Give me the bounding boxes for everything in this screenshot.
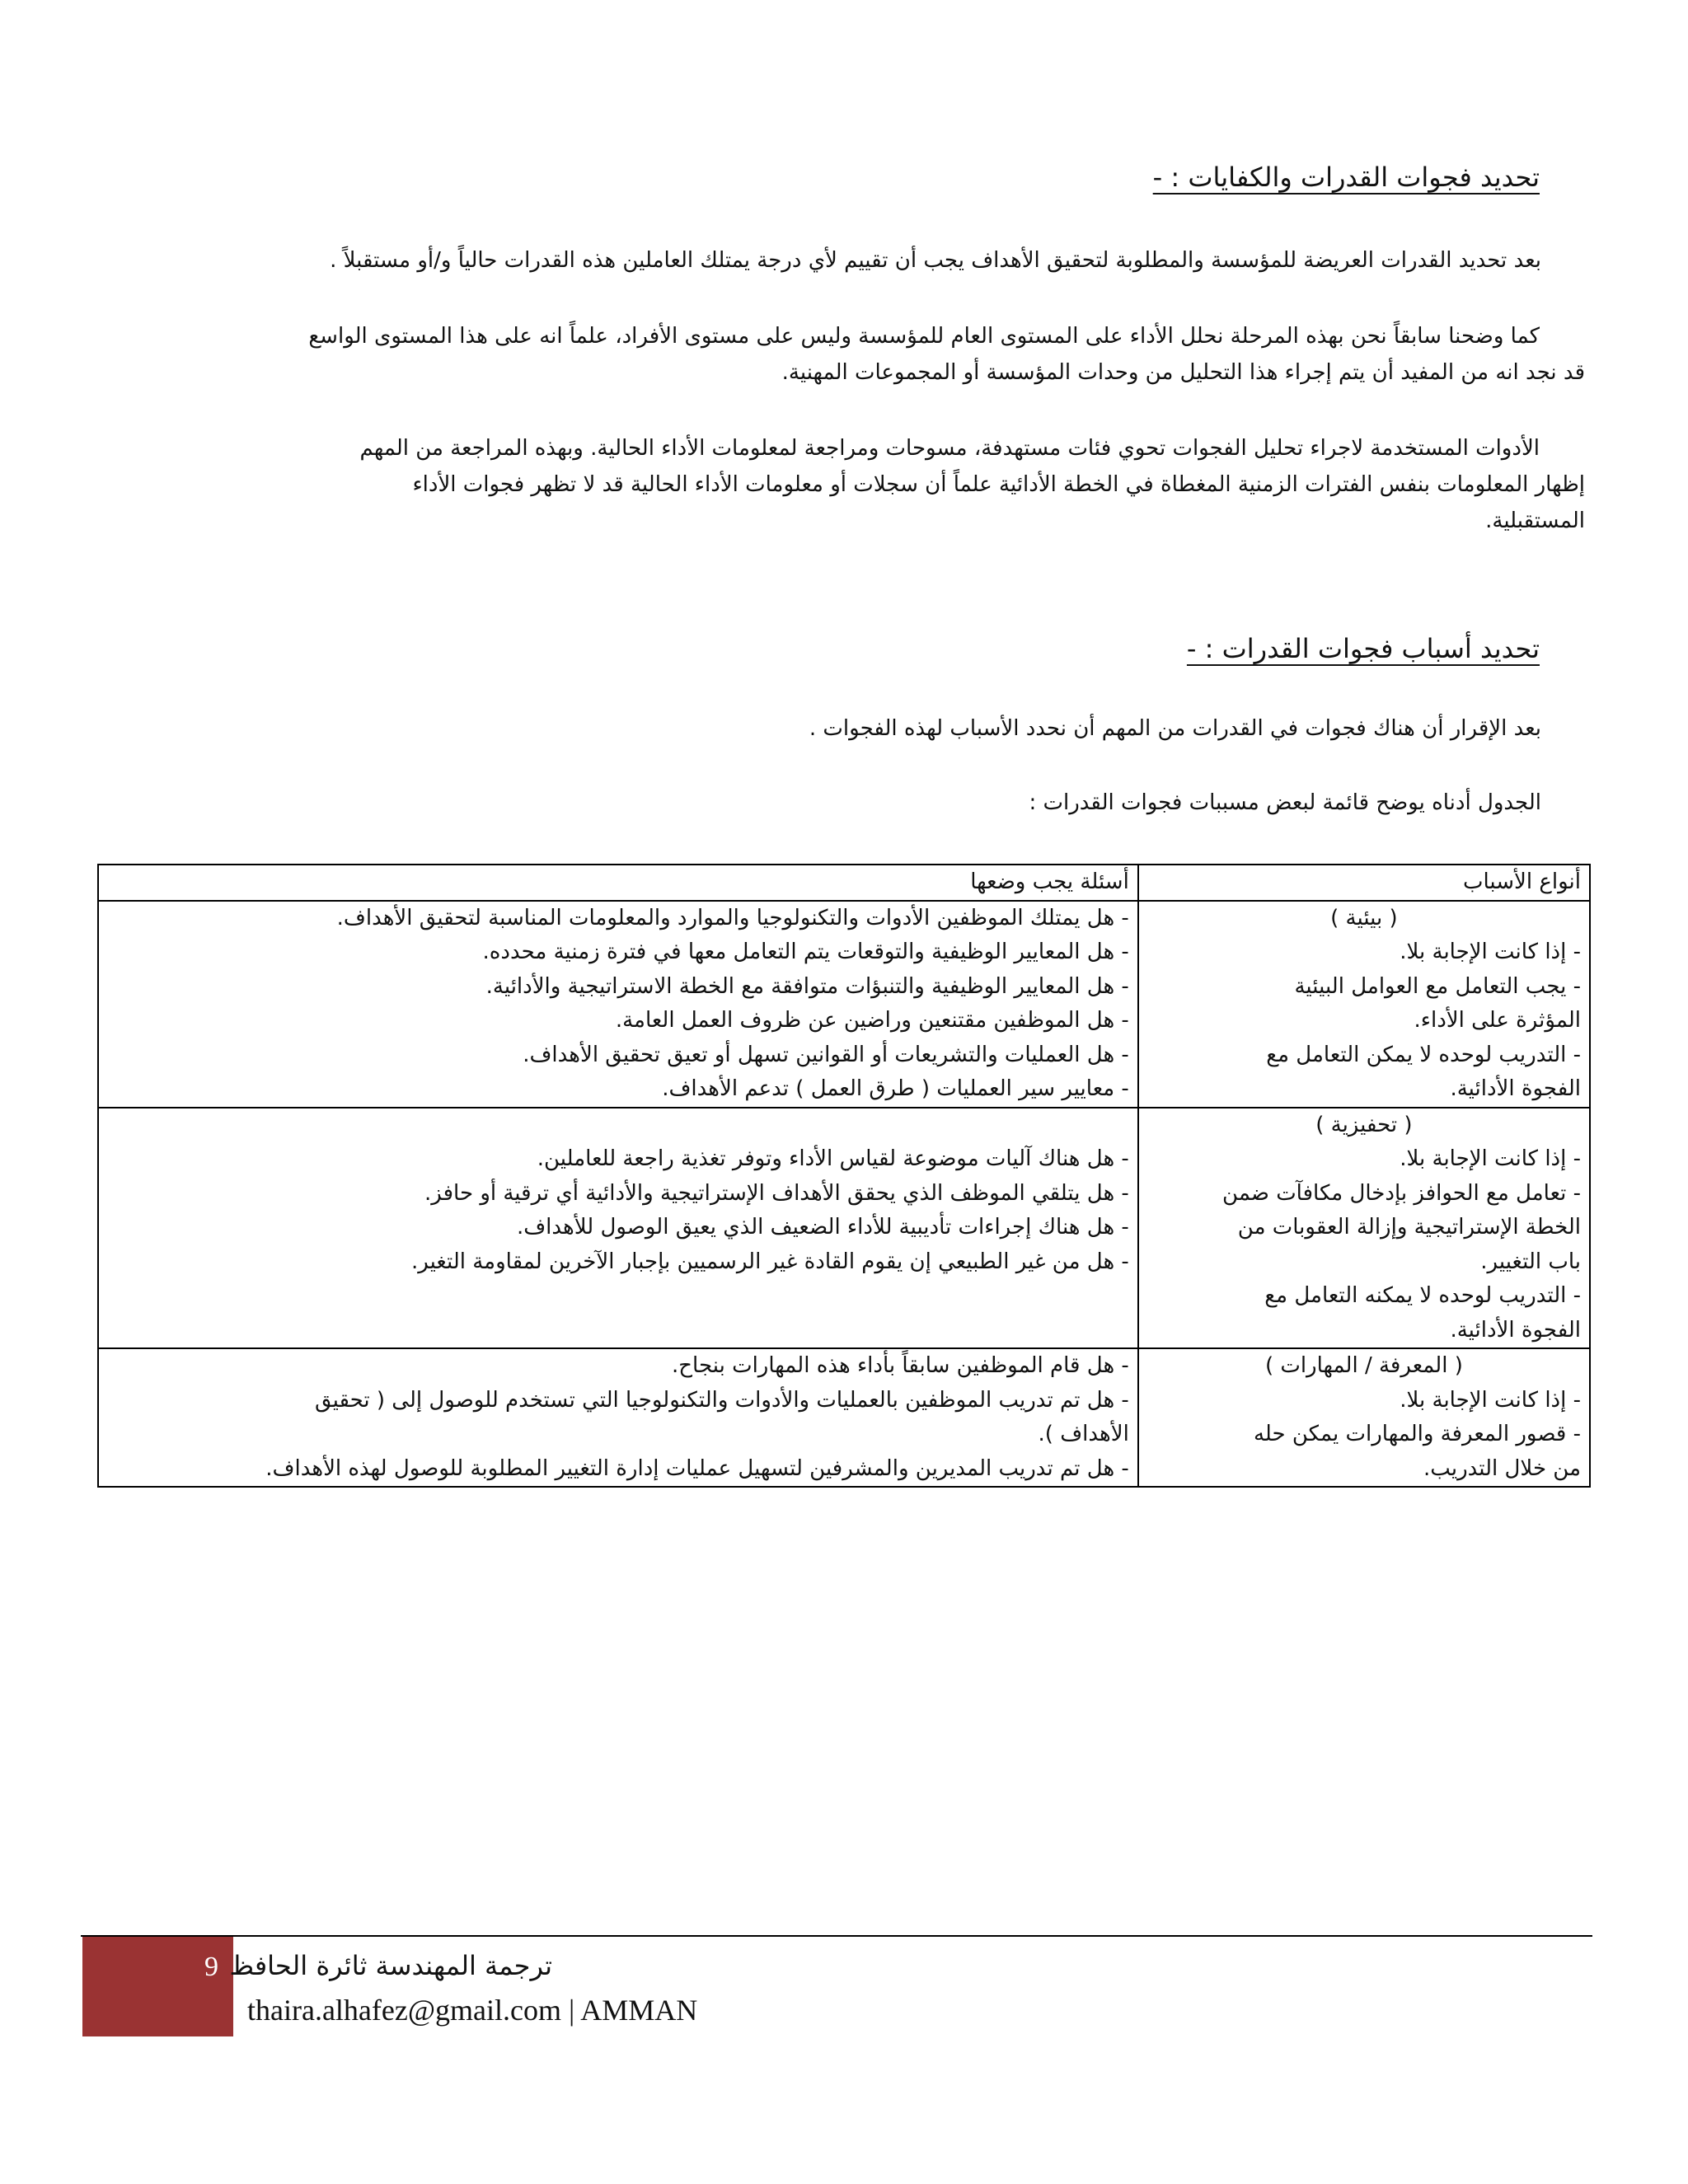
cause-line: الفجوة الأدائية.: [1450, 1076, 1581, 1101]
question-line: - هل المعايير الوظيفية والتنبؤات متوافقة مع الخطة الاستراتيجية والأدائية.: [485, 973, 1129, 999]
paragraph-line: الجدول أدناه يوضح قائمة لبعض مسببات فجوات القدرات :: [1029, 790, 1541, 815]
question-line: - هل من غير الطبيعي إن يقوم القادة غير الرسميين بإجبار الآخرين لمقاومة التغير.: [410, 1249, 1129, 1274]
question-line: - هل يتلقي الموظف الذي يحقق الأهداف الإستراتيجية والأدائية أي ترقية أو حافز.: [424, 1180, 1129, 1206]
footer-divider: [81, 1935, 1592, 1937]
cause-line: - التدريب لوحده لا يمكن التعامل مع: [1266, 1042, 1581, 1067]
cause-title: ( بيئية ): [1330, 905, 1398, 930]
question-line: [107, 1108, 1129, 1143]
paragraph-acknowledge-gaps: [140, 710, 1541, 747]
questions-cell-motivational: [98, 1108, 1138, 1349]
question-line: - هل هناك إجراءات تأديبية للأداء الضعيف الذي يعيق الوصول للأهداف.: [516, 1215, 1129, 1240]
cause-line: - إذا كانت الإجابة بلا.: [1400, 1146, 1581, 1171]
cause-line: الفجوة الأدائية.: [1450, 1317, 1581, 1343]
question-line: - هل المعايير الوظيفية والتوقعات يتم التعامل معها في فترة زمنية محدده.: [482, 940, 1129, 964]
paragraph-tools: [93, 430, 1585, 539]
table-row: [98, 1348, 1590, 1487]
cause-line: - التدريب لوحده لا يمكنه التعامل مع: [1264, 1283, 1581, 1308]
questions-cell-knowledge-skills: [98, 1348, 1138, 1487]
cause-line: الخطة الإستراتيجية وإزالة العقوبات من: [1237, 1215, 1581, 1240]
paragraph-line: بعد تحديد القدرات العريضة للمؤسسة والمطلوبة لتحقيق الأهداف يجب أن تقييم لأي درجة يمتلك العاملين هذه القدرات حالياً و/أو مستقبلاً .: [330, 248, 1541, 273]
header-questions: أسئلة يجب وضعها: [98, 865, 1138, 901]
question-line: - هل العمليات والتشريعات أو القوانين تسهل أو تعيق تحقيق الأهداف.: [523, 1042, 1129, 1067]
paragraph-intro: [140, 242, 1541, 279]
cause-cell-environmental: [1138, 901, 1590, 1108]
paragraph-line: بعد الإقرار أن هناك فجوات في القدرات من المهم أن نحدد الأسباب لهذه الفجوات .: [809, 716, 1541, 741]
cause-line: - يجب التعامل مع العوامل البيئية: [1294, 973, 1581, 999]
question-line: - هل هناك آليات موضوعة لقياس الأداء وتوفر تغذية راجعة للعاملين.: [537, 1146, 1129, 1171]
causes-table: [97, 864, 1591, 1488]
header-causes: أنواع الأسباب: [1138, 865, 1590, 901]
table-row: [98, 1108, 1590, 1349]
paragraph-line: كما وضحنا سابقاً نحن بهذه المرحلة نحلل الأداء على المستوى العام للمؤسسة وليس على مستوى الأفراد، علماً انه على هذا المستوى الواسع: [308, 324, 1540, 349]
paragraph-line: قد نجد انه من المفيد أن يتم إجراء هذا التحليل من وحدات المؤسسة أو المجموعات المهنية.: [781, 360, 1585, 385]
cause-line: من خلال التدريب.: [1423, 1455, 1581, 1481]
cause-line: - قصور المعرفة والمهارات يمكن حله: [1253, 1422, 1581, 1446]
cause-line: - إذا كانت الإجابة بلا.: [1400, 940, 1581, 964]
question-line: الأهداف ).: [1038, 1422, 1129, 1446]
paragraph-line: المستقبلية.: [1485, 509, 1585, 533]
question-line: - هل تم تدريب الموظفين بالعمليات والأدوات والتكنولوجيا التي تستخدم للوصول إلى ( تحقيق: [314, 1387, 1129, 1413]
table-header-row: [98, 865, 1590, 901]
question-line: - هل قام الموظفين سابقاً بأداء هذه المهارات بنجاح.: [672, 1353, 1129, 1378]
cause-cell-knowledge-skills: [1138, 1348, 1590, 1487]
page-number: 9: [204, 1952, 218, 1982]
paragraph-analysis-level: [93, 318, 1585, 391]
footer-contact: thaira.alhafez@gmail.com | AMMAN: [247, 1994, 698, 2027]
cause-line: - إذا كانت الإجابة بلا.: [1400, 1387, 1581, 1413]
section-heading-capability-gaps: تحديد فجوات القدرات والكفايات : -: [1152, 162, 1540, 193]
table-row: [98, 901, 1590, 1108]
question-line: - هل يمتلك الموظفين الأدوات والتكنولوجيا والموارد والمعلومات المناسبة لتحقيق الأهداف.: [336, 905, 1129, 930]
footer-translator: ترجمة المهندسة ثائرة الحافظ: [229, 1950, 552, 1981]
paragraph-table-intro: [140, 785, 1541, 821]
cause-cell-motivational: [1138, 1108, 1590, 1349]
question-line: - هل تم تدريب المديرين والمشرفين لتسهيل عمليات إدارة التغيير المطلوبة للوصول لهذه الأهداف.: [265, 1455, 1129, 1481]
cause-line: المؤثرة على الأداء.: [1414, 1008, 1581, 1033]
paragraph-line: الأدوات المستخدمة لاجراء تحليل الفجوات تحوي فئات مستهدفة، مسوحات ومراجعة لمعلومات الأداء الحالية. وبهذه المراجعة من المهم: [359, 436, 1540, 461]
cause-line: باب التغيير.: [1480, 1249, 1581, 1274]
question-line: - هل الموظفين مقتنعين وراضين عن ظروف العمل العامة.: [615, 1008, 1129, 1033]
section-heading-gap-causes: تحديد أسباب فجوات القدرات : -: [1186, 633, 1540, 664]
cause-title: ( المعرفة / المهارات ): [1264, 1353, 1463, 1378]
questions-cell-environmental: [98, 901, 1138, 1108]
cause-title: ( تحفيزية ): [1315, 1112, 1413, 1137]
question-line: - معايير سير العمليات ( طرق العمل ) تدعم الأهداف.: [662, 1076, 1129, 1101]
paragraph-line: إظهار المعلومات بنفس الفترات الزمنية المغطاة في الخطة الأدائية علماً أن سجلات أو معلومات الأداء الحالية قد لا تظهر فجوات الأداء: [412, 472, 1585, 497]
cause-line: - تعامل مع الحوافز بإدخال مكافآت ضمن: [1222, 1180, 1581, 1206]
